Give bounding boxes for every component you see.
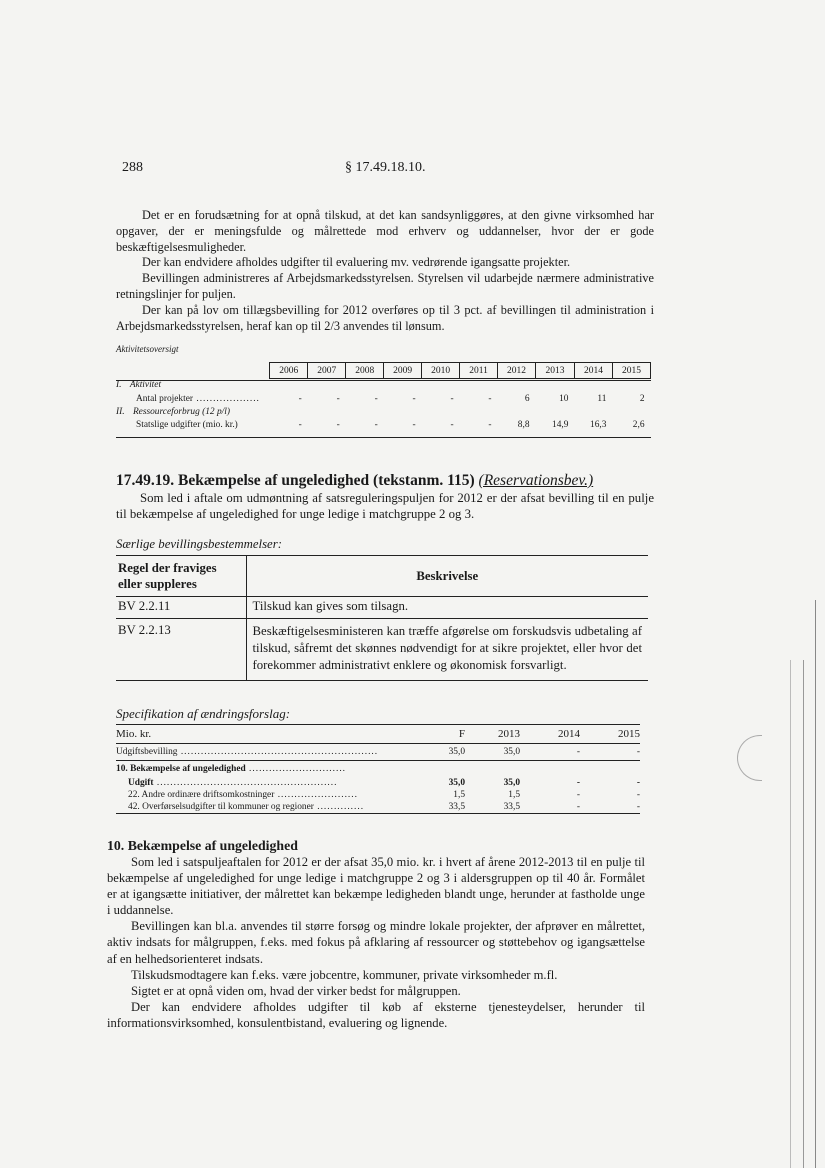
table-cell: - xyxy=(412,419,416,430)
table-cell: - xyxy=(450,419,454,430)
row-label: 10. Bekæmpelse af ungeledighed xyxy=(116,763,246,774)
table-cell: 10 xyxy=(559,393,569,404)
scan-margin-line xyxy=(815,600,816,1168)
table-row: 42. Overførselsudgifter til kommuner og regioner .............. 33,5 33,5 - - xyxy=(116,801,640,814)
rule-cell: BV 2.2.11 xyxy=(116,597,246,619)
table-cell: 8,8 xyxy=(517,419,530,430)
provisions-table xyxy=(116,555,648,681)
table-cell: 35,0 xyxy=(503,777,520,788)
subsection-heading: 10. Bekæmpelse af ungeledighed xyxy=(107,838,298,853)
row-label: Ressourceforbrug (12 p/l) xyxy=(132,406,230,417)
year-header: 2006 xyxy=(270,363,308,379)
reservation-note: (Reservationsbev.) xyxy=(478,472,594,489)
year-header: 2012 xyxy=(498,363,536,379)
year-header: 2011 xyxy=(460,363,498,379)
row-label: Aktivitet xyxy=(129,380,162,391)
table-row xyxy=(116,379,651,393)
specification-title: Specifikation af ændringsforslag: xyxy=(116,706,291,721)
rule-column-header: Regel der fraviges eller suppleres xyxy=(116,556,246,597)
table-cell: - xyxy=(488,393,492,404)
year-header: 2014 xyxy=(574,363,612,379)
table-cell: - xyxy=(636,789,640,800)
table-cell: - xyxy=(526,744,586,761)
row-number: II. xyxy=(116,406,125,417)
intro-paragraph: Det er en forudsætning for at opnå tilskud, at det kan sandsynliggøres, at den givne virksomhed har opgaver, der er meningsfulde og målrettede mod erhverv og uddannelser, hvor der er gode beskæftigelsesmuligheder. xyxy=(116,208,654,254)
section-reference: § 17.49.18.10. xyxy=(345,160,426,175)
table-cell: - xyxy=(336,393,340,404)
row-label: 42. Overførselsudgifter til kommuner og regioner xyxy=(128,801,314,812)
table-cell: 16,3 xyxy=(590,419,607,430)
table-cell: 33,5 xyxy=(471,801,526,814)
subsection-paragraph: Sigtet er at opnå viden om, hvad der virker bedst for målgruppen. xyxy=(131,983,461,998)
table-cell: - xyxy=(576,789,580,800)
subsection-paragraph: Tilskudsmodtagere kan f.eks. være jobcentre, kommuner, private virksomheder m.fl. xyxy=(131,967,558,982)
row-number: I. xyxy=(116,380,122,391)
column-header: F xyxy=(416,725,471,744)
provisions-header-row xyxy=(116,556,648,597)
table-cell: 35,0 xyxy=(448,777,465,788)
table-cell: 35,0 xyxy=(471,744,526,761)
section-text xyxy=(116,490,654,522)
table-cell: - xyxy=(374,419,378,430)
table-cell: - xyxy=(576,777,580,788)
table-cell: 33,5 xyxy=(416,801,471,814)
intro-paragraph: Der kan endvidere afholdes udgifter til evaluering mv. vedrørende igangsatte projekter. xyxy=(142,255,571,270)
subsection-paragraph: Som led i satspuljeaftalen for 2012 er der afsat 35,0 mio. kr. i hvert af årene 2012-2013 til en pulje til bekæmpelse af ungeledighed for unge ledige i matchgruppe 2 og 3 i aldersgruppen op til 40 år. Formålet er at igangsætte initiativer, der målrettet kan bekæmpe ledigheden blandt unge, herunder at fastholde unge i uddannelse. xyxy=(107,855,645,918)
section-heading xyxy=(116,472,593,490)
year-header: 2013 xyxy=(536,363,575,379)
year-header: 2009 xyxy=(384,363,422,379)
table-cell: 1,5 xyxy=(453,789,465,800)
year-header: 2007 xyxy=(308,363,346,379)
spec-header-row xyxy=(116,725,640,744)
table-cell: 11 xyxy=(597,393,607,404)
intro-paragraph: Der kan på lov om tillægsbevilling for 2012 overføres op til 3 pct. af bevillingen til administration i Arbejdsmarkedsstyrelsen, heraf kan op til 2/3 anvendes til lønsum. xyxy=(116,302,654,333)
table-cell: - xyxy=(374,393,378,404)
punch-hole-mark xyxy=(737,735,762,781)
table-cell: 35,0 xyxy=(416,744,471,761)
table-cell: - xyxy=(586,744,640,761)
table-cell: 6 xyxy=(524,393,530,404)
table-row xyxy=(116,405,651,418)
intro-text xyxy=(116,208,654,334)
activity-header-row xyxy=(116,363,651,379)
section-heading-text: 17.49.19. Bekæmpelse af ungeledighed (tekstanm. 115) xyxy=(116,472,475,489)
table-cell: - xyxy=(526,801,586,814)
description-cell: Beskæftigelsesministeren kan træffe afgørelse om forskudsvis udbetaling af tilskud, såfremt det skønnes nødvendigt for at sikre projektet, eller hvor det forekommer administrativt enklere og økonomisk forsvarligt. xyxy=(246,619,648,681)
table-row: 10. Bekæmpelse af ungeledighed ............................. xyxy=(116,763,347,774)
table-row: Udgift ...................................................... 35,0 35,0 - - xyxy=(128,777,640,788)
table-cell: 2 xyxy=(639,393,645,404)
table-cell: 1,5 xyxy=(508,789,520,800)
table-cell: - xyxy=(298,393,302,404)
row-label: Udgiftsbevilling xyxy=(116,747,178,757)
table-cell: - xyxy=(298,419,302,430)
description-cell: Tilskud kan gives som tilsagn. xyxy=(246,597,648,619)
row-label: Udgift xyxy=(128,777,154,788)
table-row: 22. Andre ordinære driftsomkostninger ........................ 1,5 1,5 - - xyxy=(128,789,640,800)
row-label: Antal projekter xyxy=(136,393,194,404)
table-row xyxy=(116,418,651,431)
table-cell: - xyxy=(636,777,640,788)
column-header: 2013 xyxy=(471,725,526,744)
specification-table xyxy=(116,724,640,814)
year-header: 2008 xyxy=(346,363,384,379)
table-row xyxy=(116,619,648,681)
scan-margin-line xyxy=(790,660,791,1168)
table-cell: 2,6 xyxy=(632,419,645,430)
table-cell: - xyxy=(450,393,454,404)
table-row xyxy=(116,597,648,619)
column-header: Mio. kr. xyxy=(116,725,416,744)
subsection-text xyxy=(107,854,645,1031)
intro-paragraph: Bevillingen administreres af Arbejdsmarkedsstyrelsen. Styrelsen vil udarbejde nærmere administrative retningslinjer for puljen. xyxy=(116,271,654,301)
subsection-paragraph: Bevillingen kan bl.a. anvendes til større forsøg og mindre lokale projekter, der afprøver en målrettet, aktiv indsats for målgruppen, f.eks. med fokus på afklaring af ressourcer og støttebehov og igangsættelse af en helhedsorienteret indsats. xyxy=(107,919,645,966)
table-cell: - xyxy=(586,801,640,814)
column-header: 2015 xyxy=(586,725,640,744)
year-header: 2010 xyxy=(422,363,460,379)
special-provisions-title: Særlige bevillingsbestemmelser: xyxy=(116,537,282,551)
page-number: 288 xyxy=(122,160,143,175)
section-paragraph: Som led i aftale om udmøntning af satsreguleringspuljen for 2012 er der afsat bevilling til en pulje til bekæmpelse af ungeledighed for unge ledige i matchgruppe 2 og 3. xyxy=(116,491,654,521)
table-cell: - xyxy=(488,419,492,430)
description-column-header: Beskrivelse xyxy=(246,556,648,597)
table-cell: 14,9 xyxy=(552,419,569,430)
table-row: Udgiftsbevilling ........................................................... 35,0 35,0 - - xyxy=(116,744,640,761)
scan-margin-line xyxy=(803,660,804,1168)
activity-overview-title: Aktivitetsoversigt xyxy=(116,344,179,354)
column-header: 2014 xyxy=(526,725,586,744)
table-cell: - xyxy=(412,393,416,404)
activity-table xyxy=(116,362,651,431)
divider xyxy=(116,437,651,438)
row-label: Statslige udgifter (mio. kr.) xyxy=(136,419,238,430)
rule-cell: BV 2.2.13 xyxy=(116,619,246,681)
row-label: 22. Andre ordinære driftsomkostninger xyxy=(128,789,275,800)
table-cell: - xyxy=(336,419,340,430)
table-row: Antal projekter ................... - - - - - - 6 10 11 2 xyxy=(116,392,651,405)
subsection-paragraph: Der kan endvidere afholdes udgifter til køb af eksterne tjenesteydelser, herunder til informationsvirksomhed, konsulentbistand, evaluering og lignende. xyxy=(107,999,645,1030)
year-header: 2015 xyxy=(612,363,650,379)
